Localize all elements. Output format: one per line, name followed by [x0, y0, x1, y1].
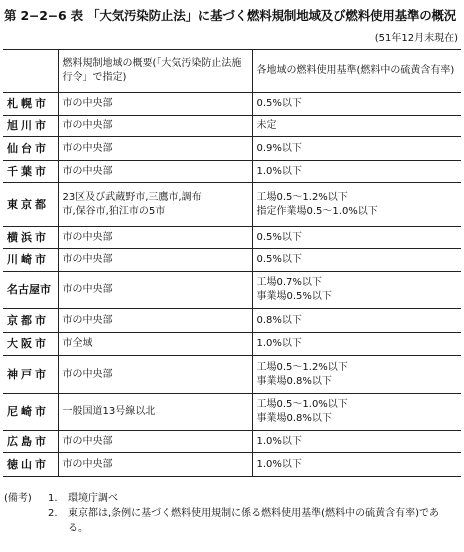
regulated-area	[58, 116, 252, 137]
table-row	[3, 356, 461, 394]
notes-prefix: (備考)	[4, 493, 32, 504]
regulated-area	[58, 309, 252, 333]
standard-line: 0.5%以下	[256, 231, 302, 243]
area-line: 市の中央部	[62, 120, 113, 131]
standard-line: 1.0%以下	[256, 165, 302, 177]
fuel-standard	[252, 137, 461, 161]
table-body	[3, 93, 461, 477]
standard-line: 指定作業場0.5〜1.0%以下	[256, 205, 378, 217]
city-name: 横浜市	[3, 227, 58, 249]
area-line: 市の中央部	[62, 254, 113, 265]
table-row	[3, 453, 461, 477]
regulated-area	[58, 137, 252, 161]
city-name: 徳山市	[3, 453, 58, 477]
table-row	[3, 333, 461, 356]
table-title: 第 2−2−6 表 「大気汚染防止法」に基づく燃料規制地域及び燃料使用基準の概況	[4, 8, 457, 23]
area-line: 市の中央部	[62, 165, 113, 177]
area-line: 市,保谷市,狛江市の5市	[62, 205, 166, 217]
regulated-area	[58, 272, 252, 309]
table-row	[3, 272, 461, 309]
table-row	[3, 227, 461, 249]
fuel-standard	[252, 249, 461, 272]
regulated-area	[58, 249, 252, 272]
header-area: 燃料規制地域の概要(「大気汚染防止法施行令」で指定)	[58, 50, 252, 93]
city-name: 尼崎市	[3, 394, 58, 431]
fuel-regulation-table	[3, 49, 461, 477]
fuel-standard	[252, 93, 461, 116]
city-name: 川崎市	[3, 249, 58, 272]
city-name: 千葉市	[3, 161, 58, 183]
city-name: 広島市	[3, 431, 58, 453]
area-line: 市の中央部	[62, 142, 113, 154]
note-number: 2.	[48, 508, 58, 519]
area-line: 市の中央部	[62, 231, 113, 243]
regulated-area	[58, 333, 252, 356]
standard-line: 1.0%以下	[256, 458, 302, 470]
fuel-standard	[252, 183, 461, 227]
regulated-area	[58, 453, 252, 477]
standard-line: 事業場0.8%以下	[256, 375, 332, 387]
standard-line: 0.5%以下	[256, 254, 302, 265]
table-row	[3, 431, 461, 453]
standard-line: 工場0.7%以下	[256, 277, 322, 288]
city-name: 仙台市	[3, 137, 58, 161]
area-line: 市の中央部	[62, 458, 113, 470]
standard-line: 未定	[256, 120, 277, 131]
fuel-standard	[252, 116, 461, 137]
city-name: 神戸市	[3, 356, 58, 394]
note-number: 1.	[48, 493, 58, 504]
table-row	[3, 183, 461, 227]
area-line: 23区及び武蔵野市,三鷹市,調布	[62, 191, 202, 203]
city-name: 名古屋市	[3, 272, 58, 309]
fuel-standard	[252, 272, 461, 309]
regulated-area	[58, 227, 252, 249]
fuel-standard	[252, 161, 461, 183]
area-line: 市の中央部	[62, 284, 113, 295]
city-name: 札幌市	[3, 93, 58, 116]
standard-line: 0.8%以下	[256, 314, 302, 326]
standard-line: 工場0.5〜1.0%以下	[256, 399, 348, 410]
area-line: 市の中央部	[62, 435, 113, 447]
table-row	[3, 93, 461, 116]
standard-line: 事業場0.8%以下	[256, 413, 332, 424]
fuel-standard	[252, 394, 461, 431]
standard-line: 1.0%以下	[256, 435, 302, 447]
fuel-standard	[252, 453, 461, 477]
standard-line: 事業場0.5%以下	[256, 291, 332, 302]
regulated-area	[58, 161, 252, 183]
header-standard: 各地域の燃料使用基準(燃料中の硫黄含有率)	[252, 50, 461, 93]
fuel-standard	[252, 431, 461, 453]
table-row	[3, 309, 461, 333]
area-line: 一般国道13号線以北	[62, 406, 156, 417]
regulated-area	[58, 183, 252, 227]
standard-line: 工場0.5〜1.2%以下	[256, 361, 348, 373]
standard-line: 0.9%以下	[256, 142, 302, 154]
table-row	[3, 249, 461, 272]
note-text: 環境庁調べ	[68, 493, 118, 504]
note-row	[4, 491, 462, 506]
notes-section	[4, 491, 462, 536]
regulated-area	[58, 431, 252, 453]
city-name: 東京都	[3, 183, 58, 227]
standard-line: 0.5%以下	[256, 98, 302, 109]
regulated-area	[58, 394, 252, 431]
table-row	[3, 394, 461, 431]
table-row	[3, 137, 461, 161]
city-name: 旭川市	[3, 116, 58, 137]
area-line: 市の中央部	[62, 98, 113, 109]
regulated-area	[58, 356, 252, 394]
city-name: 京都市	[3, 309, 58, 333]
area-line: 市全域	[62, 338, 93, 349]
city-name: 大阪市	[3, 333, 58, 356]
table-date-note: (51年12月末現在)	[374, 33, 458, 44]
header-city	[3, 50, 58, 93]
note-row	[4, 506, 462, 536]
regulated-area	[58, 93, 252, 116]
table-row	[3, 161, 461, 183]
standard-line: 1.0%以下	[256, 338, 302, 349]
fuel-standard	[252, 227, 461, 249]
note-text: 東京都は,条例に基づく燃料使用規制に係る燃料使用基準(燃料中の硫黄含有率)である。	[68, 508, 439, 534]
fuel-standard	[252, 356, 461, 394]
fuel-standard	[252, 333, 461, 356]
table-header-row	[3, 50, 461, 93]
fuel-standard	[252, 309, 461, 333]
table-row	[3, 116, 461, 137]
area-line: 市の中央部	[62, 368, 113, 380]
standard-line: 工場0.5〜1.2%以下	[256, 191, 348, 203]
area-line: 市の中央部	[62, 314, 113, 326]
